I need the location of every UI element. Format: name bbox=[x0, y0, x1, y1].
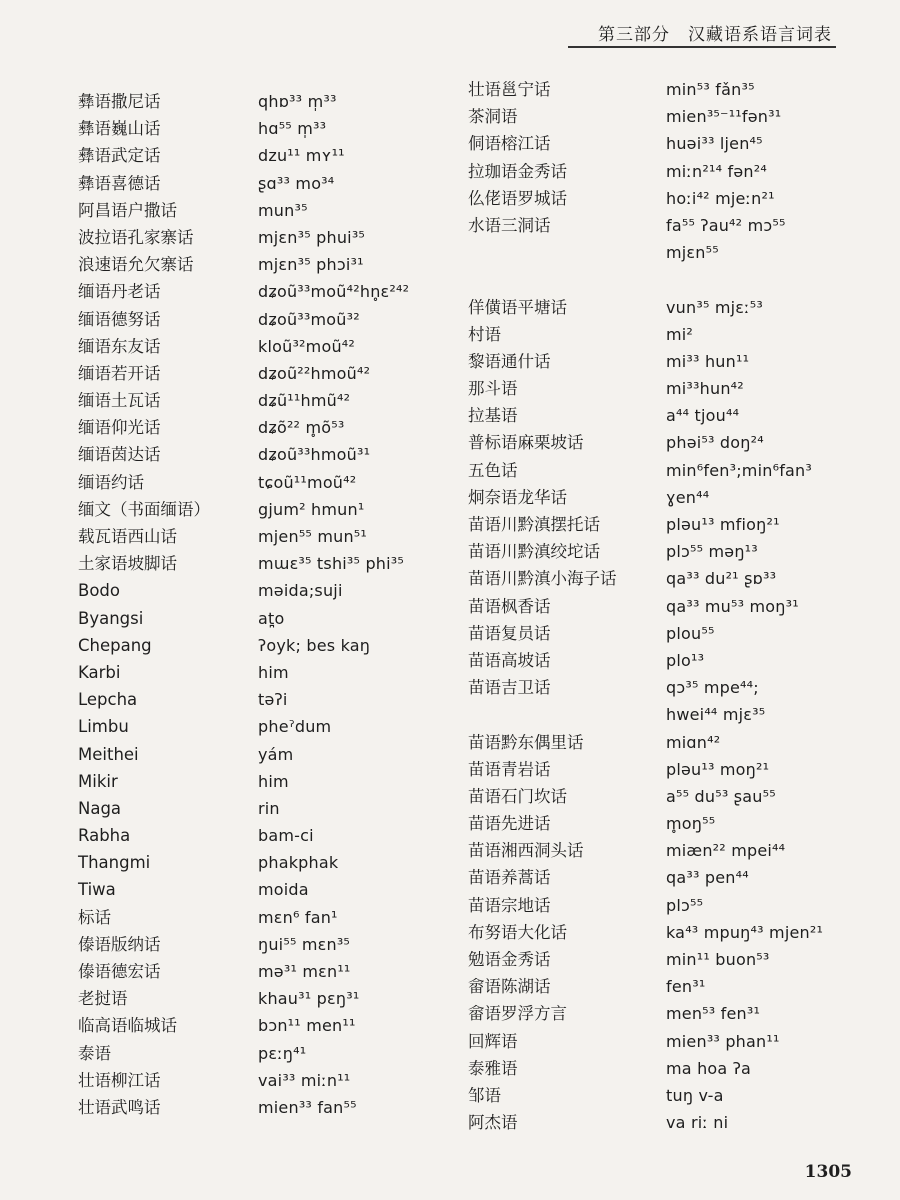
language-name: Chepang bbox=[78, 635, 152, 655]
language-name: Rabha bbox=[78, 826, 131, 846]
language-name: 苗语宗地话 bbox=[468, 895, 551, 915]
language-name: 苗语枫香话 bbox=[468, 596, 551, 616]
word-entry bbox=[468, 783, 823, 810]
word-entry bbox=[468, 185, 823, 212]
word-form: qa³³ mu⁵³ moŋ³¹ bbox=[666, 596, 799, 616]
language-name: 仫佬语罗城话 bbox=[468, 188, 567, 208]
word-form: məida;suji bbox=[258, 581, 343, 601]
word-entry bbox=[78, 904, 409, 931]
word-entry bbox=[78, 686, 409, 713]
language-name: 苗语吉卫话 bbox=[468, 678, 551, 698]
word-entry bbox=[78, 795, 409, 822]
word-form: dzu¹¹ mʏ¹¹ bbox=[258, 146, 345, 166]
word-form: phakphak bbox=[258, 853, 339, 873]
header-section-title: 汉藏语系语言词表 bbox=[688, 25, 832, 45]
language-name: 缅语土瓦话 bbox=[78, 391, 161, 411]
language-name: 佯僙语平塘话 bbox=[468, 297, 567, 317]
word-entry bbox=[468, 511, 823, 538]
word-entry bbox=[468, 375, 823, 402]
word-entry bbox=[468, 212, 823, 239]
word-form: at̪o bbox=[258, 608, 285, 628]
language-name: Bodo bbox=[78, 581, 120, 601]
word-form: qa³³ pen⁴⁴ bbox=[666, 868, 749, 888]
language-name: Limbu bbox=[78, 717, 129, 737]
language-name: 缅语丹老话 bbox=[78, 282, 161, 302]
language-name: 苗语青岩话 bbox=[468, 759, 551, 779]
word-form: pɛːŋ⁴¹ bbox=[258, 1043, 307, 1063]
word-form: hɑ⁵⁵ m̩³³ bbox=[258, 119, 327, 139]
word-entry bbox=[468, 239, 823, 266]
word-entry bbox=[468, 973, 823, 1000]
language-name: 回辉语 bbox=[468, 1031, 518, 1051]
word-entry bbox=[468, 429, 823, 456]
word-form: mjen⁵⁵ mun⁵¹ bbox=[258, 527, 368, 546]
language-name: 苗语先进话 bbox=[468, 814, 551, 834]
language-name: Tiwa bbox=[78, 880, 116, 900]
word-form: va riː ni bbox=[666, 1113, 729, 1133]
language-name: 邹语 bbox=[468, 1085, 501, 1105]
language-name: 泰雅语 bbox=[468, 1058, 518, 1078]
word-form: gjum² hmun¹ bbox=[258, 499, 365, 519]
language-name: 村语 bbox=[468, 324, 501, 344]
word-form: miæn²² mpei⁴⁴ bbox=[666, 841, 786, 861]
word-form: ʔoyk; bes kaŋ bbox=[258, 635, 371, 655]
word-form: plo¹³ bbox=[666, 650, 705, 670]
word-entry bbox=[468, 1028, 823, 1055]
word-entry bbox=[468, 647, 823, 674]
language-name: 普标语麻栗坡话 bbox=[468, 433, 584, 453]
running-header-text bbox=[598, 20, 832, 45]
word-entry bbox=[468, 864, 823, 891]
language-name: Lepcha bbox=[78, 690, 138, 710]
language-name: 阿昌语户撒话 bbox=[78, 200, 177, 220]
word-entry bbox=[468, 674, 823, 701]
word-entry bbox=[78, 88, 409, 115]
language-name: 泰语 bbox=[78, 1043, 111, 1063]
word-form: təʔi bbox=[258, 690, 288, 710]
language-name: 波拉语孔家寨话 bbox=[78, 227, 194, 247]
word-form: mien³³ phan¹¹ bbox=[666, 1031, 780, 1051]
word-form: mien³⁵⁻¹¹fən³¹ bbox=[666, 107, 782, 127]
language-name: Byangsi bbox=[78, 608, 144, 628]
language-name: 壮语邕宁话 bbox=[468, 80, 551, 99]
word-form: mjɛn³⁵ phɔi³¹ bbox=[258, 255, 364, 275]
word-entry bbox=[78, 876, 409, 903]
language-name: 彝语撒尼话 bbox=[78, 92, 161, 111]
page-number: 1305 bbox=[804, 1162, 852, 1182]
word-form: bam-ci bbox=[258, 826, 314, 846]
word-form: dʑoũ²²hmoũ⁴² bbox=[258, 363, 371, 383]
language-name: 苗语川黔滇绞坨话 bbox=[468, 542, 600, 562]
word-entry bbox=[78, 197, 409, 224]
word-form: dʑoũ³³moũ³² bbox=[258, 309, 360, 329]
word-form: pləu¹³ mfioŋ²¹ bbox=[666, 515, 780, 534]
language-name: 黎语通什话 bbox=[468, 351, 551, 371]
word-entry bbox=[468, 484, 823, 511]
word-entry bbox=[468, 837, 823, 864]
word-entry bbox=[468, 294, 823, 321]
header-rule bbox=[568, 46, 836, 48]
word-form: hwei⁴⁴ mjɛ³⁵ bbox=[666, 705, 766, 725]
word-form: phəi⁵³ doŋ²⁴ bbox=[666, 433, 764, 453]
word-form: min¹¹ buon⁵³ bbox=[666, 950, 770, 969]
word-form: men⁵³ fen³¹ bbox=[666, 1004, 761, 1024]
word-form: plɔ⁵⁵ məŋ¹³ bbox=[666, 542, 758, 562]
word-entry bbox=[78, 387, 409, 414]
language-name: 标话 bbox=[78, 907, 111, 927]
word-entry bbox=[468, 810, 823, 837]
right-word-column bbox=[468, 76, 823, 1136]
language-name: 缅语德努话 bbox=[78, 309, 161, 329]
language-name: Meithei bbox=[78, 744, 139, 764]
language-name: 苗语养蒿话 bbox=[468, 868, 551, 888]
word-entry bbox=[78, 1012, 409, 1039]
language-name: 布努语大化话 bbox=[468, 922, 567, 942]
word-entry bbox=[468, 1055, 823, 1082]
word-entry bbox=[468, 76, 823, 103]
language-name: Naga bbox=[78, 798, 122, 818]
word-form: mjɛn³⁵ phui³⁵ bbox=[258, 227, 366, 247]
language-name: 临高语临城话 bbox=[78, 1016, 177, 1036]
language-name: 拉珈语金秀话 bbox=[468, 161, 567, 181]
word-form: vai³³ miːn¹¹ bbox=[258, 1070, 351, 1090]
language-name: 侗语榕江话 bbox=[468, 134, 551, 154]
word-entry bbox=[468, 919, 823, 946]
language-name: 彝语喜德话 bbox=[78, 173, 161, 193]
word-entry bbox=[78, 741, 409, 768]
language-name: 彝语武定话 bbox=[78, 146, 161, 166]
word-entry bbox=[468, 701, 823, 728]
word-form: pheˀdum bbox=[258, 717, 332, 737]
word-form: mə³¹ mɛn¹¹ bbox=[258, 962, 351, 981]
word-entry bbox=[78, 414, 409, 441]
language-name: 苗语川黔滇小海子话 bbox=[468, 569, 617, 589]
word-entry bbox=[78, 496, 409, 523]
word-entry bbox=[468, 130, 823, 157]
word-form: him bbox=[258, 662, 289, 682]
word-form: qɔ³⁵ mpe⁴⁴; bbox=[666, 678, 759, 698]
language-name: Thangmi bbox=[78, 853, 151, 873]
word-entry bbox=[78, 958, 409, 985]
language-name: 缅文（书面缅语） bbox=[78, 499, 210, 519]
language-name: 老挝语 bbox=[78, 989, 128, 1009]
language-name: 那斗语 bbox=[468, 379, 518, 399]
language-name: 勉语金秀话 bbox=[468, 950, 551, 969]
word-form: vun³⁵ mjɛː⁵³ bbox=[666, 297, 763, 317]
word-entry bbox=[468, 946, 823, 973]
word-form: hoːi⁴² mjeːn²¹ bbox=[666, 188, 775, 208]
word-entry bbox=[468, 729, 823, 756]
word-entry bbox=[78, 605, 409, 632]
word-entry bbox=[78, 713, 409, 740]
word-form: ʂɑ³³ mo³⁴ bbox=[258, 173, 335, 193]
language-name: 傣语德宏话 bbox=[78, 962, 161, 981]
language-name: 苗语高坡话 bbox=[468, 650, 551, 670]
word-entry bbox=[468, 103, 823, 130]
word-entry bbox=[78, 985, 409, 1012]
language-name: 土家语坡脚话 bbox=[78, 554, 177, 574]
word-entry bbox=[468, 321, 823, 348]
word-entry bbox=[78, 849, 409, 876]
word-form: min⁶fen³;min⁶fan³ bbox=[666, 460, 812, 480]
language-name: 缅语茵达话 bbox=[78, 445, 161, 465]
word-entry bbox=[78, 822, 409, 849]
word-entry bbox=[468, 1109, 823, 1136]
word-entry bbox=[78, 115, 409, 142]
word-form: dʑõ²² m̥õ⁵³ bbox=[258, 418, 345, 438]
word-form: mien³³ fan⁵⁵ bbox=[258, 1097, 357, 1117]
word-form: mjɛn⁵⁵ bbox=[666, 243, 719, 263]
word-form: dʑũ¹¹hmũ⁴² bbox=[258, 391, 351, 411]
word-form: a⁵⁵ du⁵³ ʂau⁵⁵ bbox=[666, 786, 776, 806]
word-entry bbox=[78, 306, 409, 333]
word-form: a⁴⁴ tjou⁴⁴ bbox=[666, 406, 740, 426]
word-entry bbox=[78, 142, 409, 169]
word-entry bbox=[78, 1067, 409, 1094]
word-form: ka⁴³ mpuŋ⁴³ mjen²¹ bbox=[666, 922, 824, 942]
running-header bbox=[0, 0, 900, 60]
word-entry bbox=[78, 632, 409, 659]
word-form: qa³³ du²¹ ʂɒ³³ bbox=[666, 569, 777, 589]
word-entry bbox=[468, 620, 823, 647]
word-entry bbox=[468, 565, 823, 592]
language-name: 傣语版纳话 bbox=[78, 934, 161, 954]
language-name: 畲语陈湖话 bbox=[468, 977, 551, 997]
word-entry bbox=[78, 523, 409, 550]
word-form: yám bbox=[258, 744, 294, 764]
word-entry bbox=[78, 224, 409, 251]
language-name: 苗语复员话 bbox=[468, 623, 551, 643]
language-name: 缅语若开话 bbox=[78, 363, 161, 383]
word-entry bbox=[468, 457, 823, 484]
header-part-label: 第三部分 bbox=[598, 25, 670, 45]
word-form: mi² bbox=[666, 324, 694, 344]
word-form: bɔn¹¹ men¹¹ bbox=[258, 1016, 356, 1036]
language-name: 缅语约话 bbox=[78, 472, 144, 492]
word-form: mun³⁵ bbox=[258, 200, 308, 220]
word-form: ɣen⁴⁴ bbox=[666, 487, 710, 507]
language-name: 茶洞语 bbox=[468, 107, 518, 127]
word-entry bbox=[78, 469, 409, 496]
word-form: khau³¹ pɛŋ³¹ bbox=[258, 989, 360, 1009]
left-word-column bbox=[78, 88, 409, 1121]
word-form: dʑoũ³³hmoũ³¹ bbox=[258, 445, 371, 465]
word-form: tɕoũ¹¹moũ⁴² bbox=[258, 472, 357, 492]
word-form: fen³¹ bbox=[666, 977, 706, 997]
word-form: him bbox=[258, 771, 289, 791]
word-entry bbox=[468, 756, 823, 783]
word-entry bbox=[78, 441, 409, 468]
word-entry bbox=[468, 158, 823, 185]
word-entry bbox=[78, 768, 409, 795]
language-name: 拉基语 bbox=[468, 406, 518, 426]
word-entry bbox=[468, 892, 823, 919]
language-name: 苗语湘西洞头话 bbox=[468, 841, 584, 861]
word-form: mi³³ hun¹¹ bbox=[666, 351, 750, 371]
word-entry bbox=[78, 278, 409, 305]
language-name: 阿杰语 bbox=[468, 1113, 518, 1133]
word-form: tuŋ v-a bbox=[666, 1085, 724, 1105]
word-form: kloũ³²moũ⁴² bbox=[258, 336, 356, 356]
word-entry bbox=[78, 659, 409, 686]
language-name: Karbi bbox=[78, 662, 121, 682]
language-name: 五色话 bbox=[468, 460, 518, 480]
language-name: 水语三洞话 bbox=[468, 215, 551, 235]
word-entry bbox=[468, 266, 823, 293]
word-entry bbox=[78, 1094, 409, 1121]
language-name: 浪速语允欠寨话 bbox=[78, 255, 194, 275]
language-name: 苗语川黔滇摆托话 bbox=[468, 515, 600, 534]
word-entry bbox=[78, 550, 409, 577]
word-entry bbox=[78, 333, 409, 360]
word-entry bbox=[78, 1040, 409, 1067]
language-name: 缅语东友话 bbox=[78, 336, 161, 356]
word-form: mɯɛ³⁵ tshi³⁵ phi³⁵ bbox=[258, 554, 405, 574]
word-form: qhɒ³³ m̩³³ bbox=[258, 92, 337, 111]
word-form: rin bbox=[258, 798, 280, 818]
word-form: moida bbox=[258, 880, 309, 900]
language-name: 彝语巍山话 bbox=[78, 119, 161, 139]
word-entry bbox=[468, 1082, 823, 1109]
word-form: mi³³hun⁴² bbox=[666, 379, 744, 399]
word-form: m̥oŋ⁵⁵ bbox=[666, 814, 716, 834]
word-entry bbox=[468, 593, 823, 620]
language-name: 壮语柳江话 bbox=[78, 1070, 161, 1090]
word-entry bbox=[78, 251, 409, 278]
language-name: 炯奈语龙华话 bbox=[468, 487, 567, 507]
word-entry bbox=[78, 170, 409, 197]
word-form: min⁵³ fǎn³⁵ bbox=[666, 80, 755, 99]
language-name: 苗语石门坎话 bbox=[468, 786, 567, 806]
word-form: pləu¹³ moŋ²¹ bbox=[666, 759, 770, 779]
language-name: 壮语武鸣话 bbox=[78, 1097, 161, 1117]
word-entry bbox=[78, 931, 409, 958]
language-name: 苗语黔东偶里话 bbox=[468, 732, 584, 752]
language-name: 畲语罗浮方言 bbox=[468, 1004, 567, 1024]
word-form: miɑn⁴² bbox=[666, 732, 721, 752]
word-form: dʑoũ³³moũ⁴²hn̥ɛ²⁴² bbox=[258, 282, 410, 302]
word-form: plɔ⁵⁵ bbox=[666, 895, 704, 915]
word-entry bbox=[78, 577, 409, 604]
word-form: fa⁵⁵ ʔau⁴² mɔ⁵⁵ bbox=[666, 215, 786, 235]
language-name: 缅语仰光话 bbox=[78, 418, 161, 438]
word-form: mɛn⁶ fan¹ bbox=[258, 907, 338, 927]
language-name: 载瓦语西山话 bbox=[78, 527, 177, 546]
word-entry bbox=[468, 538, 823, 565]
word-entry bbox=[78, 360, 409, 387]
word-form: huəi³³ ljen⁴⁵ bbox=[666, 134, 763, 154]
word-entry bbox=[468, 348, 823, 375]
word-form: ŋui⁵⁵ mɛn³⁵ bbox=[258, 934, 351, 954]
word-entry bbox=[468, 402, 823, 429]
language-name: Mikir bbox=[78, 771, 118, 791]
word-entry bbox=[468, 1000, 823, 1027]
word-form: plou⁵⁵ bbox=[666, 623, 715, 643]
word-form: ma hoa ʔa bbox=[666, 1058, 752, 1078]
word-form: miːn²¹⁴ fən²⁴ bbox=[666, 161, 767, 181]
